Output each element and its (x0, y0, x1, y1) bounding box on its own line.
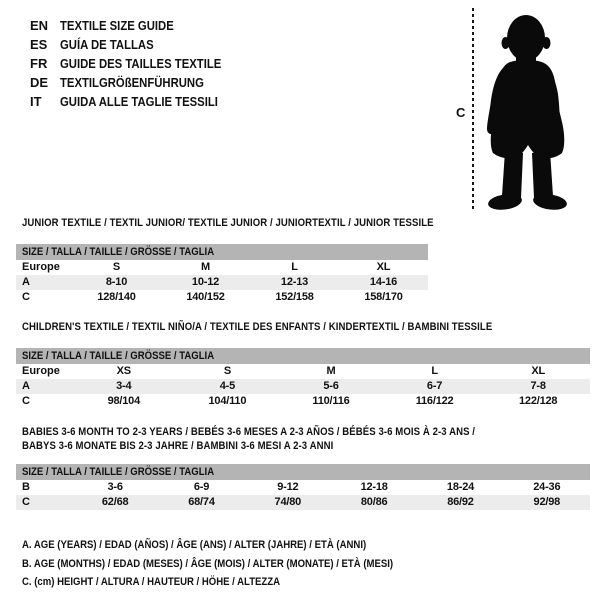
table-cell: 128/140 (97, 290, 136, 303)
table-cell: 80/86 (360, 496, 388, 508)
row-label: A (22, 275, 30, 288)
table-cell: 116/122 (415, 394, 454, 407)
table-row (16, 275, 428, 290)
table-row (16, 480, 590, 495)
language-title: TEXTILGRÖßENFÜHRUNG (60, 75, 204, 90)
table-cell: M (201, 260, 210, 273)
table-title (22, 426, 590, 440)
table-cell: 18-24 (446, 481, 475, 493)
table-cell: 68/74 (188, 496, 215, 508)
legend-line-text: B. AGE (MONTHS) / EDAD (MESES) / ÂGE (MOIS) / ALTER (MONATE) / ETÀ (MESI) (22, 557, 394, 570)
table-row (16, 495, 590, 510)
legend-line (22, 573, 449, 592)
legend-line-text: A. AGE (YEARS) / EDAD (AÑOS) / ÂGE (ANS) / ALTER (JAHRE) / ETÀ (ANNI) (22, 539, 367, 551)
table-title (22, 217, 434, 231)
height-measure-dashed-line (472, 8, 474, 210)
legend-line (22, 555, 449, 574)
language-code: DE (30, 75, 49, 90)
table-cell: XS (116, 364, 131, 377)
table-cell: 104/110 (208, 394, 247, 407)
table-cell: 9-12 (277, 481, 299, 493)
table-cell: 92/98 (533, 496, 561, 508)
table-cell: 12-18 (360, 481, 388, 493)
table-cell: XL (531, 364, 545, 377)
language-list (30, 16, 245, 111)
size-header-text: SIZE / TALLA / TAILLE / GRÖSSE / TAGLIA (22, 466, 215, 478)
table-cell: 14-16 (369, 275, 398, 288)
row-label: Europe (22, 364, 60, 377)
table-cell: 5-6 (323, 379, 339, 392)
row-label: C (22, 496, 30, 508)
table-title-line2 (22, 440, 590, 454)
language-row (30, 54, 245, 73)
table-cell: 158/170 (364, 290, 403, 303)
legend-line-text: C. (cm) HEIGHT / ALTURA / HAUTEUR / HÖHE / ALTEZZA (22, 576, 281, 588)
table-cell: S (112, 260, 121, 273)
table-row (16, 290, 428, 305)
language-title: GUIDE DES TAILLES TEXTILE (60, 56, 222, 71)
table-cell: 122/128 (518, 394, 558, 407)
size-table-section-1 (16, 217, 434, 305)
language-code: ES (30, 37, 48, 52)
row-label: Europe (22, 260, 60, 273)
row-label: B (22, 481, 30, 493)
table-title-line2-text: BABYS 3-6 MONATE BIS 2-3 JAHRE / BAMBINI 3-6 MESI A 2-3 ANNI (22, 439, 334, 452)
legend-line (22, 536, 449, 555)
table-cell: M (326, 364, 336, 377)
language-code: EN (30, 18, 49, 33)
language-row (30, 35, 245, 54)
table-row (16, 394, 590, 409)
legend (22, 536, 449, 592)
language-title: GUIDA ALLE TAGLIE TESSILI (60, 94, 218, 109)
language-title: GUÍA DE TALLAS (60, 37, 154, 52)
language-row (30, 16, 245, 35)
row-label: A (22, 379, 30, 392)
size-header-bar (16, 464, 590, 480)
table-cell: 152/158 (275, 290, 314, 303)
table-cell: 3-6 (107, 481, 123, 493)
table-cell: 24-36 (533, 481, 561, 493)
table-cell: 98/104 (107, 394, 141, 407)
table-cell: 86/92 (447, 496, 474, 508)
row-label: C (22, 290, 30, 303)
table-cell: 6-7 (426, 379, 443, 392)
table-cell: 12-13 (280, 275, 309, 288)
table-cell: 62/68 (101, 496, 129, 508)
language-row (30, 92, 245, 111)
language-row (30, 73, 245, 92)
table-title-text: CHILDREN'S TEXTILE / TEXTIL NIÑO/A / TEXTILE DES ENFANTS / KINDERTEXTIL / BAMBINI TESSILE (22, 321, 493, 333)
table-cell: 10-12 (191, 275, 220, 288)
toddler-silhouette-icon (482, 6, 572, 214)
table-title-text: JUNIOR TEXTILE / TEXTIL JUNIOR/ TEXTILE JUNIOR / JUNIORTEXTIL / JUNIOR TESSILE (22, 217, 434, 229)
table-cell: L (291, 260, 298, 273)
size-header-bar (16, 348, 590, 364)
language-code: IT (30, 94, 42, 109)
size-table-section-3 (16, 426, 590, 510)
table-cell: XL (376, 260, 391, 273)
table-cell: 4-5 (219, 379, 236, 392)
table-title (22, 321, 590, 335)
size-figure (450, 4, 598, 216)
table-cell: 8-10 (105, 275, 128, 288)
language-title: TEXTILE SIZE GUIDE (60, 18, 174, 33)
table-cell: 7-8 (530, 379, 546, 392)
table-cell: S (223, 364, 231, 377)
table-cell: 74/80 (274, 496, 302, 508)
height-measure-label: C (456, 105, 466, 120)
language-code: FR (30, 56, 48, 71)
table-title-text: BABIES 3-6 MONTH TO 2-3 YEARS / BEBÉS 3-6 MESES A 2-3 AÑOS / BÉBÉS 3-6 MOIS À 2-3 ANS / (22, 426, 476, 438)
table-cell: L (431, 364, 438, 377)
table-cell: 110/116 (312, 394, 350, 407)
table-cell: 3-4 (116, 379, 132, 392)
table-cell: 140/152 (186, 290, 225, 303)
size-header-bar (16, 244, 428, 260)
table-row (16, 260, 428, 275)
row-label: C (22, 394, 30, 407)
size-header-text: SIZE / TALLA / TAILLE / GRÖSSE / TAGLIA (22, 245, 215, 258)
table-cell: 6-9 (193, 481, 210, 493)
size-header-text: SIZE / TALLA / TAILLE / GRÖSSE / TAGLIA (22, 349, 215, 362)
size-table-section-2 (16, 321, 590, 409)
table-row (16, 364, 590, 379)
table-row (16, 379, 590, 394)
